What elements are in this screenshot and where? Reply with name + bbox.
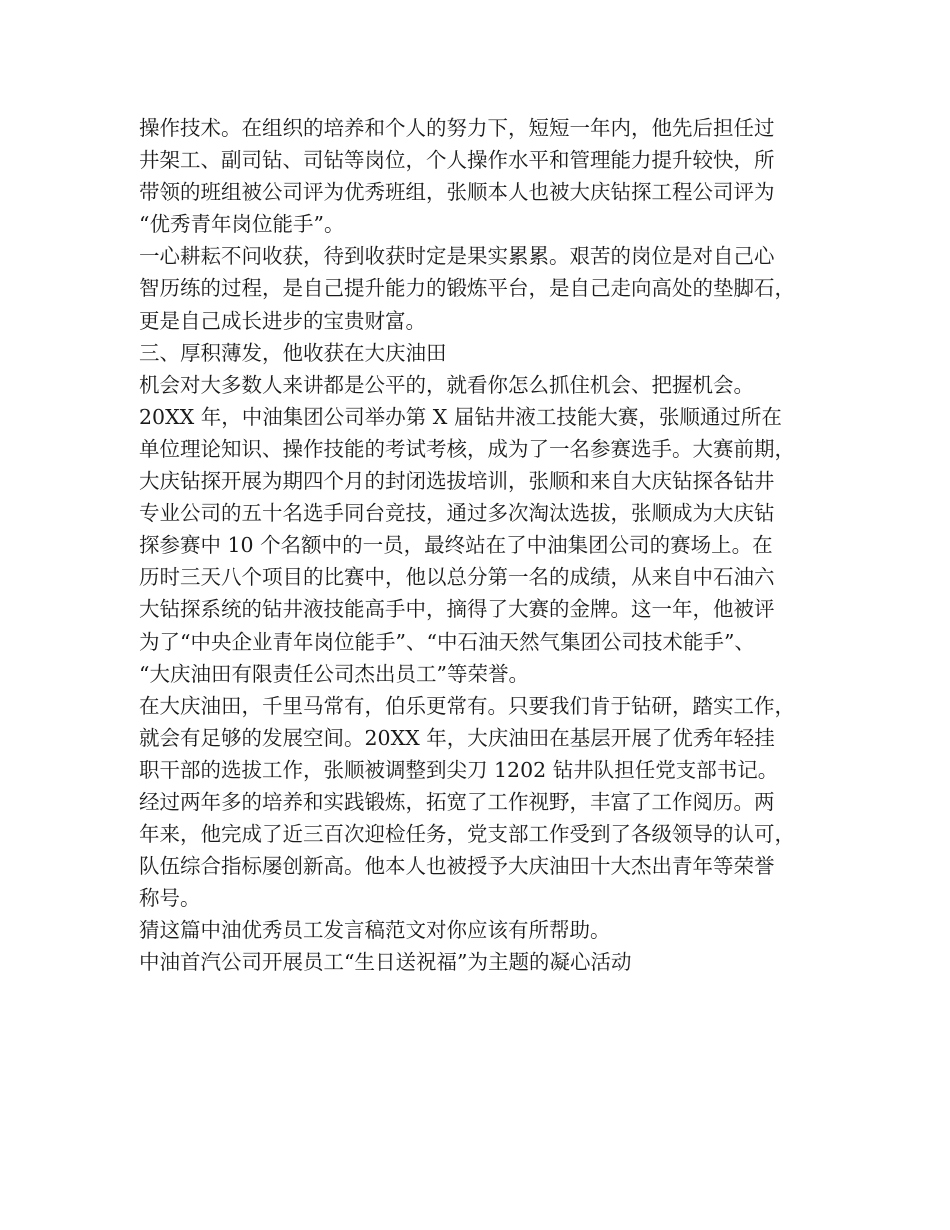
text-line: 智历练的过程，是自己提升能力的锻炼平台，是自己走向高处的垫脚石， — [139, 276, 795, 301]
text-line: 称号。 — [139, 886, 201, 911]
text-line: 单位理论知识、操作技能的考试考核，成为了一名参赛选手。大赛前期， — [139, 436, 795, 461]
text-line: 带领的班组被公司评为优秀班组，张顺本人也被大庆钻探工程公司评为 — [139, 180, 775, 205]
document-body — [139, 112, 819, 979]
text-line: 年来，他完成了近三百次迎检任务，党支部工作受到了各级领导的认可， — [139, 822, 795, 847]
text-line: “大庆油田有限责任公司杰出员工”等荣誉。 — [139, 661, 529, 686]
text-line: 操作技术。在组织的培养和个人的努力下，短短一年内，他先后担任过 — [139, 116, 775, 140]
text-line: 猜这篇中油优秀员工发言稿范文对你应该有所帮助。 — [139, 918, 611, 943]
text-line: 队伍综合指标屡创新高。他本人也被授予大庆油田十大杰出青年等荣誉 — [139, 854, 775, 879]
text-line: 中油首汽公司开展员工“生日送祝福”为主题的凝心活动 — [139, 950, 632, 975]
text-line: 井架工、副司钻、司钻等岗位，个人操作水平和管理能力提升较快，所 — [139, 148, 775, 173]
text-line: 机会对大多数人来讲都是公平的，就看你怎么抓住机会、把握机会。 — [139, 372, 754, 397]
text-line: 为了“中央企业青年岗位能手”、“中石油天然气集团公司技术能手”、 — [139, 629, 755, 654]
text-line: 大庆钻探开展为期四个月的封闭选拔培训，张顺和来自大庆钻探各钻井 — [139, 469, 775, 494]
text-line: 专业公司的五十名选手同台竞技，通过多次淘汰选拔，张顺成为大庆钻 — [139, 501, 775, 526]
section-heading: 三、厚积薄发，他收获在大庆油田 — [139, 340, 447, 365]
text-line: 20XX 年，中油集团公司举办第 X 届钻井液工技能大赛，张顺通过所在 — [139, 404, 782, 429]
text-line: 在大庆油田，千里马常有，伯乐更常有。只要我们肯于钻研，踏实工作， — [139, 693, 795, 718]
text-line: 职干部的选拔工作，张顺被调整到尖刀 1202 钻井队担任党支部书记。 — [139, 757, 779, 782]
text-line: 历时三天八个项目的比赛中，他以总分第一名的成绩，从来自中石油六 — [139, 565, 775, 590]
text-line: 探参赛中 10 个名额中的一员，最终站在了中油集团公司的赛场上。在 — [139, 533, 773, 558]
text-line: 经过两年多的培养和实践锻炼，拓宽了工作视野，丰富了工作阅历。两 — [139, 789, 775, 814]
text-line: 大钻探系统的钻井液技能高手中，摘得了大赛的金牌。这一年，他被评 — [139, 597, 775, 622]
text-line: 更是自己成长进步的宝贵财富。 — [139, 308, 426, 333]
text-line: 一心耕耘不问收获，待到收获时定是果实累累。艰苦的岗位是对自己心 — [139, 244, 775, 269]
text-line: 就会有足够的发展空间。20XX 年，大庆油田在基层开展了优秀年轻挂 — [139, 725, 775, 750]
text-line: “优秀青年岗位能手”。 — [139, 212, 345, 237]
